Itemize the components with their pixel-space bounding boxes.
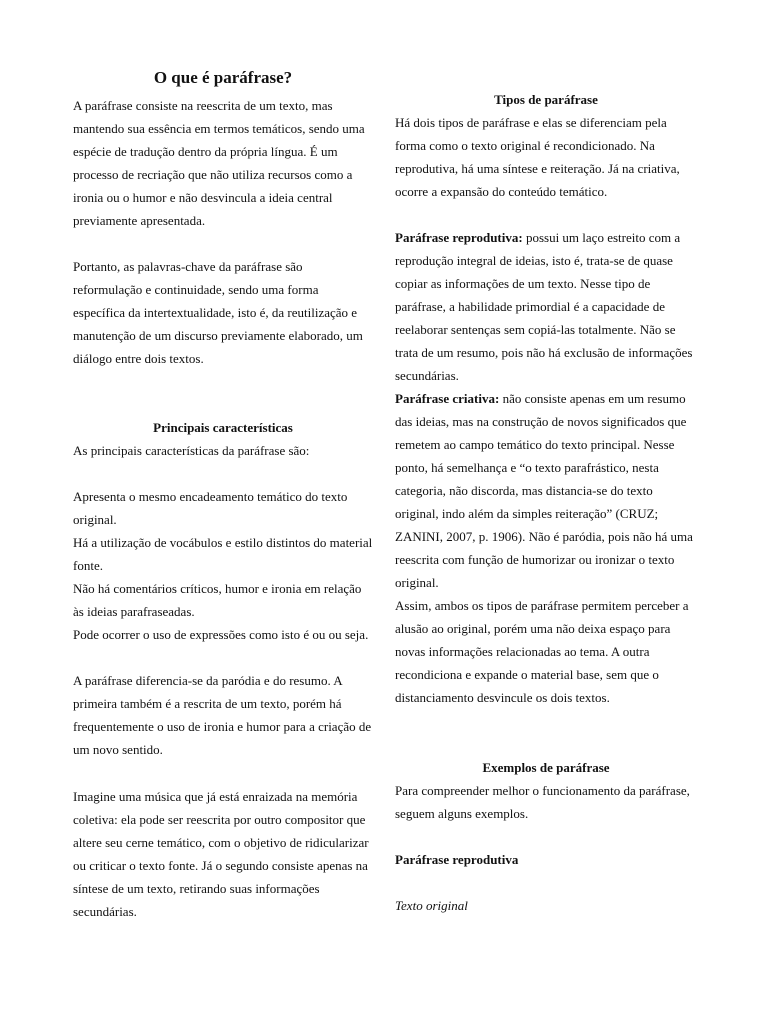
creative-text: não consiste apenas em um resumo das ideias, mas na construção de novos significados que remetem ao campo temático do texto principal. Nesse ponto, há semelhança e “o texto parafrástico, nesta categoria, não discorda, mas distancia-se do texto original, indo além da simples reiteração” (CRUZ; ZANINI, 2007, p. 1906). Não é paródia, pois não há uma reescrita com função de humorizar ou ironizar o texto original. <box>395 391 693 590</box>
page-title: O que é paráfrase? <box>153 68 293 87</box>
examples-heading: Exemplos de paráfrase <box>482 760 610 775</box>
creative-paragraph <box>395 387 697 594</box>
reproductive-subheading: Paráfrase reprodutiva <box>395 852 519 867</box>
intro-paragraph-2: Portanto, as palavras-chave da paráfrase são reformulação e continuidade, sendo uma forma específica da intertextualidade, isto é, da reutilização e manutenção de um discurso previamente elaborado, um diálogo entre dois textos. <box>73 259 363 366</box>
characteristics-heading: Principais características <box>153 420 293 435</box>
original-text-label: Texto original <box>395 898 468 913</box>
characteristic-item: Pode ocorrer o uso de expressões como isto é ou ou seja. <box>73 627 369 642</box>
intro-paragraph-1: A paráfrase consiste na reescrita de um texto, mas mantendo sua essência em termos temáticos, sendo uma espécie de tradução dentro da própria língua. É um processo de recriação que não utiliza recursos como a ironia ou o humor e não desvincula a ideia central previamente apresentada. <box>73 98 365 228</box>
types-intro: Há dois tipos de paráfrase e elas se diferenciam pela forma como o texto original é recondicionado. Na reprodutiva, há uma síntese e reiteração. Já na criativa, ocorre a expansão do conteúdo temático. <box>395 115 680 199</box>
characteristics-intro: As principais características da paráfrase são: <box>73 443 310 458</box>
characteristic-item: Apresenta o mesmo encadeamento temático do texto original. <box>73 489 348 527</box>
creative-label: Paráfrase criativa: <box>395 391 500 406</box>
characteristic-item: Há a utilização de vocábulos e estilo distintos do material fonte. <box>73 535 373 573</box>
reproductive-text: possui um laço estreito com a reprodução integral de ideias, isto é, trata-se de quase copiar as informações de um texto. Nesse tipo de paráfrase, a habilidade primordial é a capacidade de reelaborar sentenças sem copiá-las totalmente. Não se trata de um resumo, pois não há exclusão de informações secundárias. <box>395 230 693 383</box>
reproductive-paragraph <box>395 226 697 387</box>
conclusion-paragraph: Assim, ambos os tipos de paráfrase permitem perceber a alusão ao original, porém uma não deixa espaço para novas informações relacionadas ao tema. A outra recondiciona e expande o material base, sem que o distanciamento desvincule os dois textos. <box>395 598 689 705</box>
example-paragraph: Imagine uma música que já está enraizada na memória coletiva: ela pode ser reescrita por outro compositor que altere seu cerne temático, com o objetivo de ridicularizar ou criticar o texto fonte. Já o segundo consiste apenas na síntese de um texto, retirando suas informações secundárias. <box>73 789 369 919</box>
reproductive-label: Paráfrase reprodutiva: <box>395 230 523 245</box>
examples-intro: Para compreender melhor o funcionamento da paráfrase, seguem alguns exemplos. <box>395 783 690 821</box>
types-heading: Tipos de paráfrase <box>494 92 598 107</box>
characteristic-item: A paráfrase diferencia-se da paródia e do resumo. A primeira também é a rescrita de um texto, porém há frequentemente o uso de ironia e humor para a criação de um novo sentido. <box>73 673 372 757</box>
characteristic-item: Não há comentários críticos, humor e ironia em relação às ideias parafraseadas. <box>73 581 362 619</box>
